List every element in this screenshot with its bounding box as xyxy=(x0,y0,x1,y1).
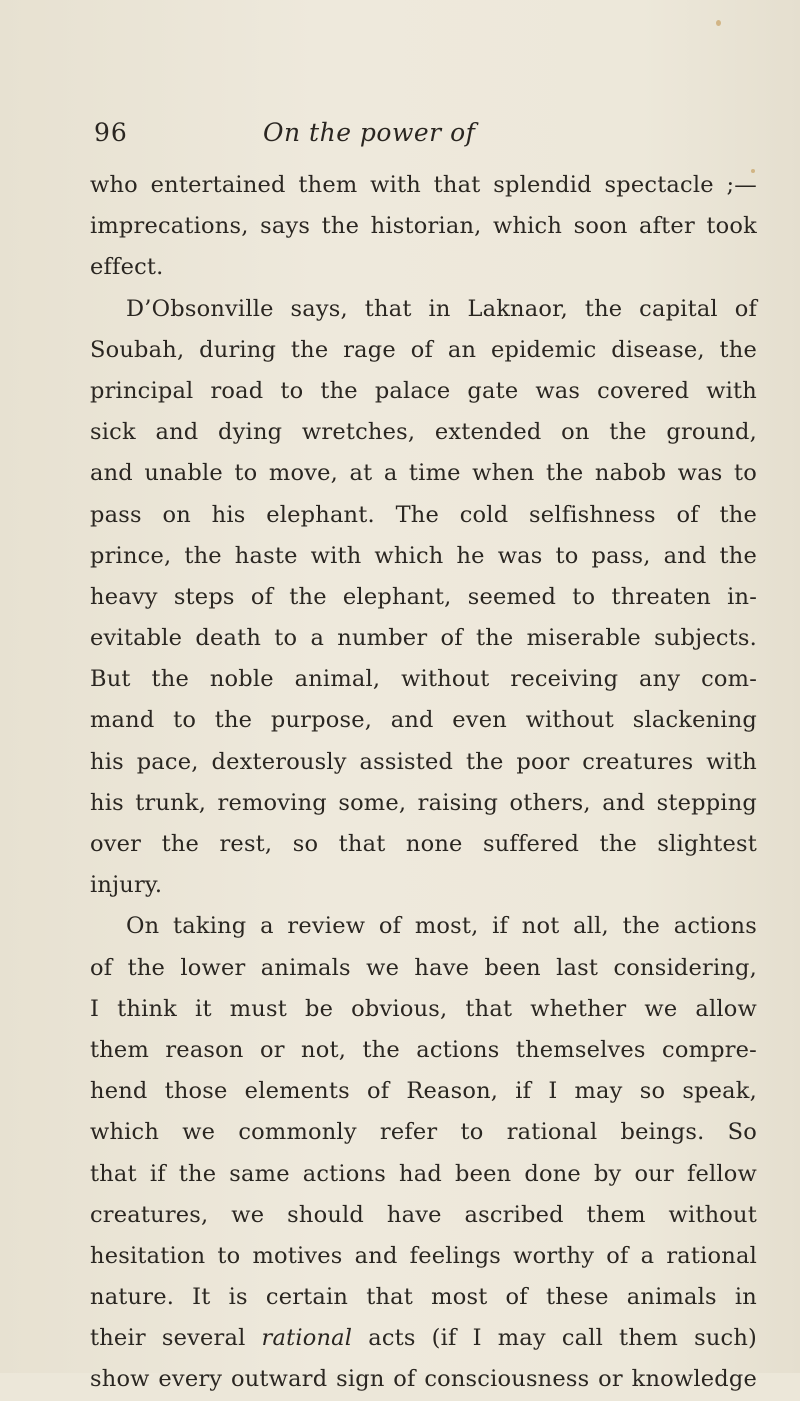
text-line: Soubah, during the rage of an epidemic disease, the xyxy=(90,336,757,363)
text-line: nature. It is certain that most of these animals in xyxy=(90,1284,757,1311)
foxing-spot xyxy=(716,20,721,26)
text-line: injury. xyxy=(90,872,163,899)
text-line: prince, the haste with which he was to pass, and the xyxy=(90,542,757,569)
text-line: which we commonly refer to rational beings. So xyxy=(90,1119,757,1146)
text-line: evitable death to a number of the miserable subjects. xyxy=(90,625,757,652)
text-line: of the lower animals we have been last considering, xyxy=(90,954,757,981)
text-line: But the noble animal, without receiving any com- xyxy=(90,666,757,693)
text-fragment: their several xyxy=(90,1325,262,1352)
text-line: his pace, dexterously assisted the poor creatures with xyxy=(90,748,757,775)
text-line: principal road to the palace gate was covered with xyxy=(90,377,757,404)
text-line: imprecations, says the historian, which soon after took xyxy=(90,213,757,240)
text-line-with-italic xyxy=(90,1318,757,1359)
text-line: them reason or not, the actions themselves compre- xyxy=(90,1036,757,1063)
text-line: creatures, we should have ascribed them without xyxy=(90,1201,757,1228)
text-line: and unable to move, at a time when the nabob was to xyxy=(90,460,757,487)
text-line: who entertained them with that splendid spectacle ;— xyxy=(90,172,757,198)
text-fragment: acts (if I may call them such) xyxy=(352,1325,757,1352)
text-line: hesitation to motives and feelings worthy of a rational xyxy=(90,1242,757,1269)
text-line: D’Obsonville says, that in Laknaor, the capital of xyxy=(126,295,757,322)
page-header xyxy=(88,118,768,158)
text-line: over the rest, so that none suffered the slightest xyxy=(90,831,757,857)
text-line: hend those elements of Reason, if I may so speak, xyxy=(90,1078,757,1105)
text-line: On taking a review of most, if not all, the actions xyxy=(126,913,757,940)
page-number: 96 xyxy=(94,118,128,147)
text-line: that if the same actions had been done by our fellow xyxy=(90,1160,757,1187)
body-text xyxy=(90,165,757,1401)
text-line: heavy steps of the elephant, seemed to threaten in- xyxy=(90,583,757,610)
italic-word: rational xyxy=(261,1325,353,1352)
running-title: On the power of xyxy=(263,118,476,147)
text-line: his trunk, removing some, raising others, and stepping xyxy=(90,789,757,816)
text-line: show every outward sign of consciousness or knowledge xyxy=(90,1366,757,1393)
text-line: mand to the purpose, and even without slackening xyxy=(90,707,757,734)
text-line: pass on his elephant. The cold selfishness of the xyxy=(90,501,757,528)
text-line: effect. xyxy=(90,254,164,281)
text-line: I think it must be obvious, that whether we allow xyxy=(90,995,757,1022)
text-line: sick and dying wretches, extended on the ground, xyxy=(90,419,757,446)
